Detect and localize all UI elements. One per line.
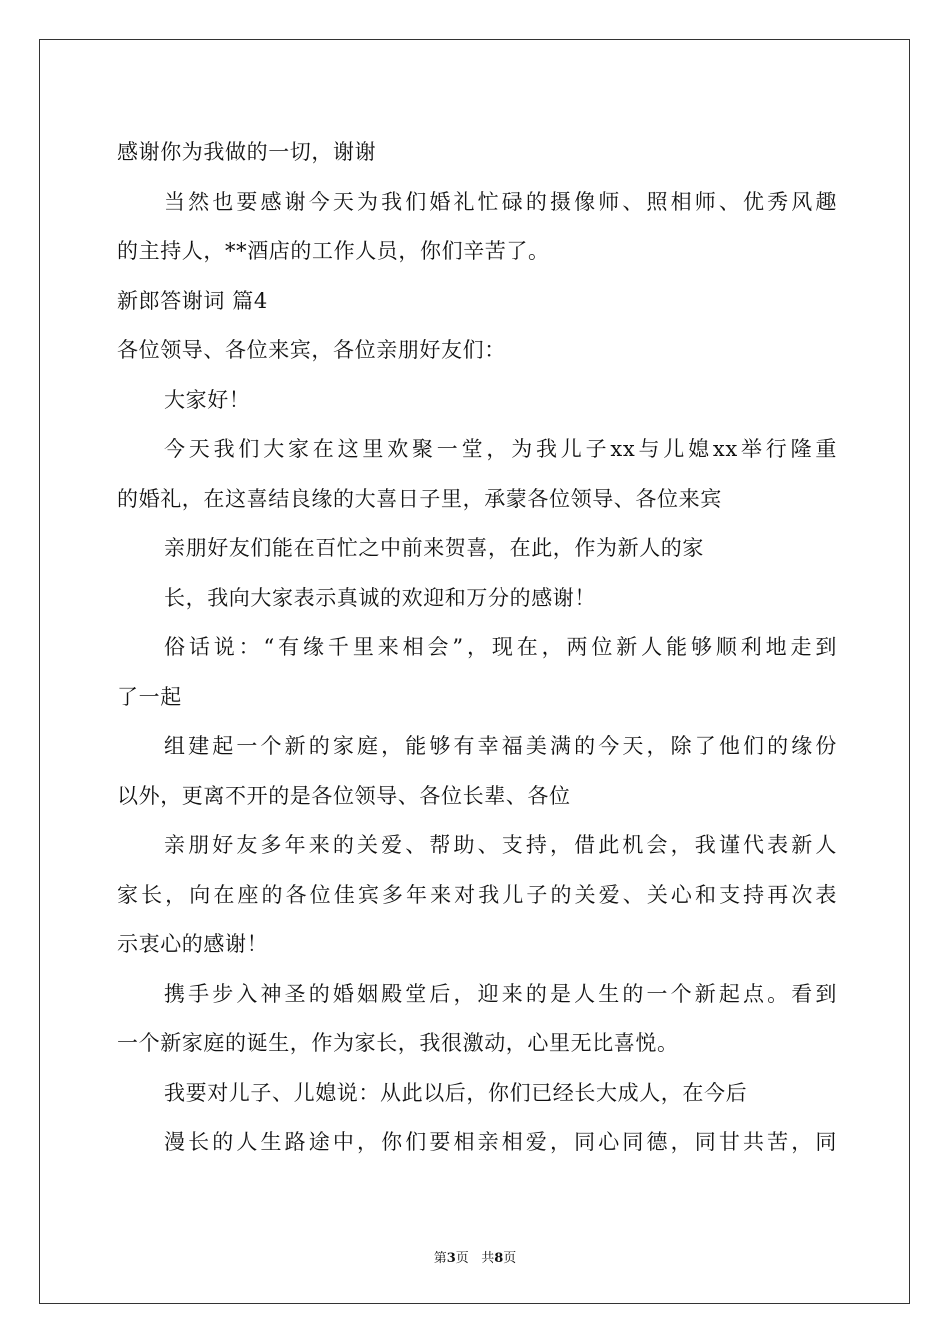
greeting: 大家好！ [164,387,251,412]
text-line: 漫长的人生路途中，你们要相亲相爱，同心同德，同甘共苦，同 [164,1130,837,1154]
salutation: 各位领导、各位来宾，各位亲朋好友们： [117,338,506,362]
text-line: 的婚礼，在这喜结良缘的大喜日子里，承蒙各位领导、各位来宾 [117,486,722,511]
page-suffix: 页 [455,1251,469,1266]
page-number: 3 [446,1251,456,1266]
text-line: 今天我们大家在这里欢聚一堂，为我儿子xx与儿媳xx举行隆重 [164,437,837,461]
text-line: 组建起一个新的家庭，能够有幸福美满的今天，除了他们的缘份 [164,734,837,758]
total-prefix: 共 [481,1251,495,1266]
text-line: 示衷心的感谢！ [117,932,269,956]
text-line: 以外，更离不开的是各位领导、各位长辈、各位 [117,783,571,808]
text-line: 携手步入神圣的婚姻殿堂后，迎来的是人生的一个新起点。看到 [164,981,837,1006]
text-line: 感谢你为我做的一切，谢谢 [117,140,377,164]
text-line: 了一起 [117,684,182,709]
text-line: 当然也要感谢今天为我们婚礼忙碌的摄像师、照相师、优秀风趣 [164,189,837,214]
text-line: 长，我向大家表示真诚的欢迎和万分的感谢！ [164,585,596,610]
text-line: 俗话说：“有缘千里来相会”，现在，两位新人能够顺利地走到 [164,635,837,659]
text-line: 亲朋好友们能在百忙之中前来贺喜，在此，作为新人的家 [164,536,704,560]
text-line: 我要对儿子、儿媳说：从此以后，你们已经长大成人，在今后 [164,1080,748,1105]
text-line: 亲朋好友多年来的关爱、帮助、支持，借此机会，我谨代表新人 [164,833,837,857]
page-footer [0,1247,950,1266]
section-heading: 新郎答谢词 篇4 [117,288,268,313]
total-suffix: 页 [503,1251,517,1266]
total-pages: 8 [494,1251,504,1266]
text-line: 的主持人，**酒店的工作人员，你们辛苦了。 [117,239,550,263]
text-line: 一个新家庭的诞生，作为家长，我很激动，心里无比喜悦。 [117,1031,679,1055]
document-body [117,128,837,1168]
text-line: 家长，向在座的各位佳宾多年来对我儿子的关爱、关心和支持再次表 [117,882,837,907]
page-prefix: 第 [433,1251,447,1266]
